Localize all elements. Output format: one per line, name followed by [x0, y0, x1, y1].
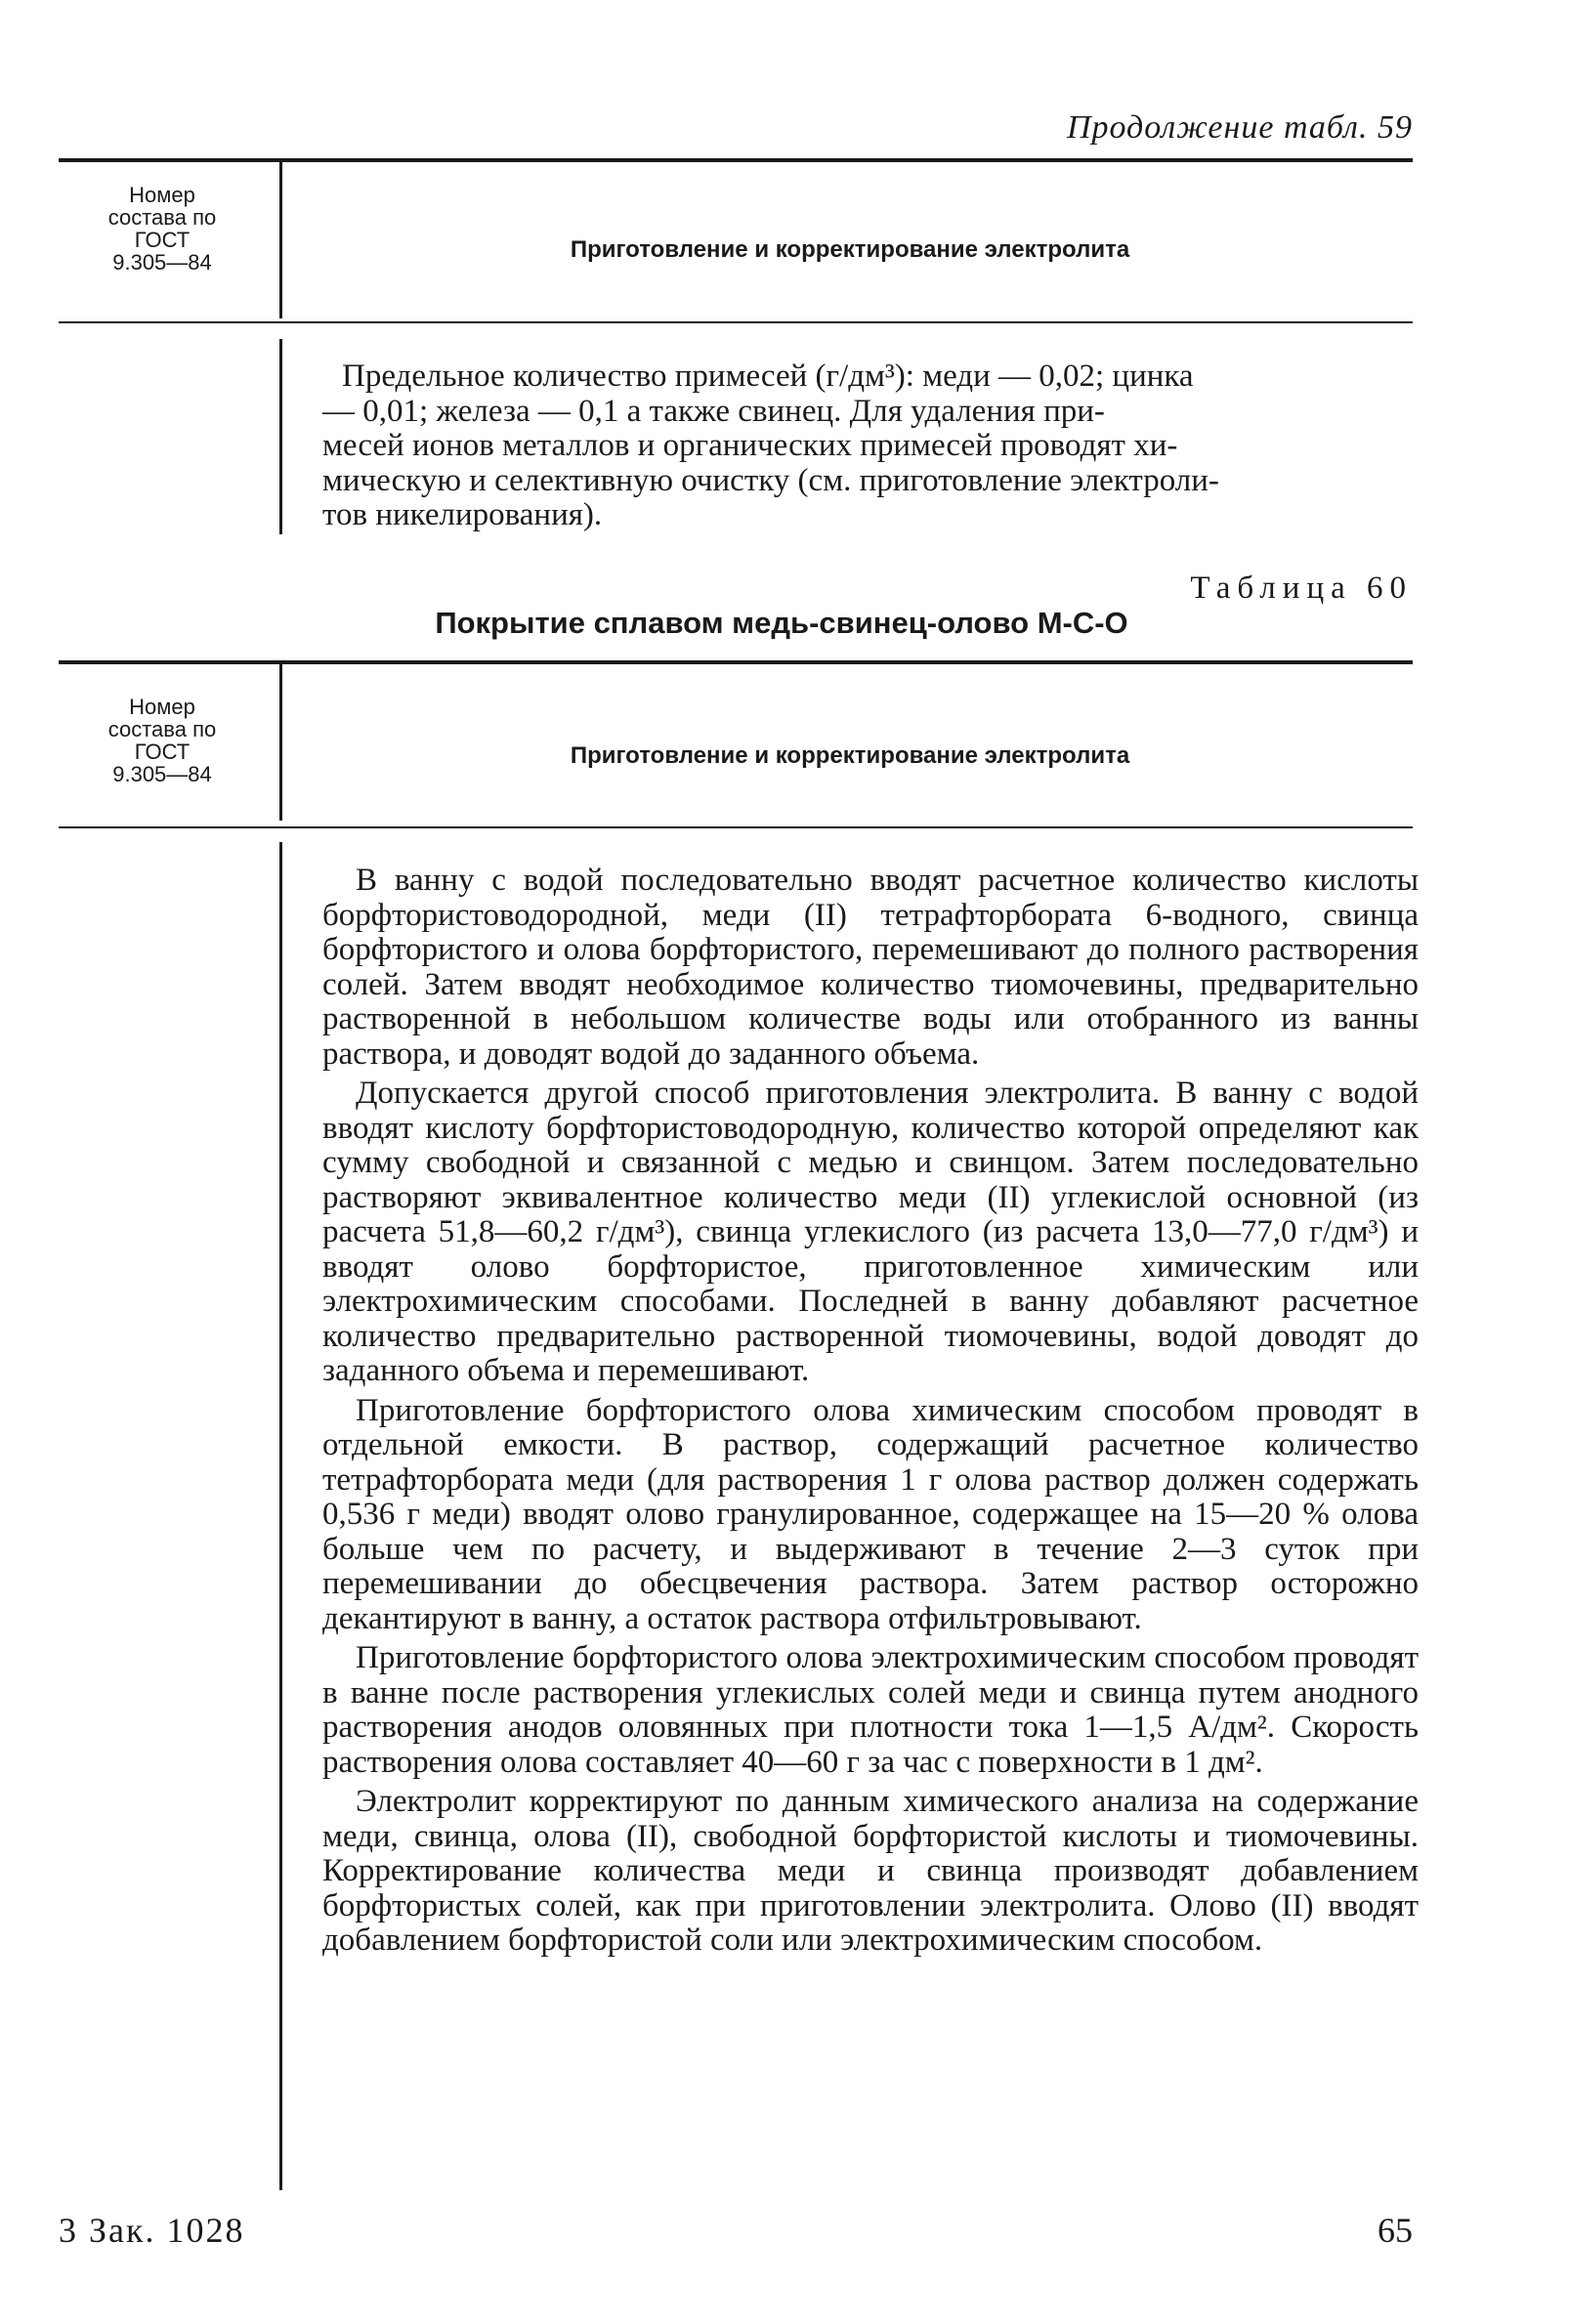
table59-col2-header: Приготовление и корректирование электролита [570, 236, 1130, 263]
table60-body-text [322, 864, 1419, 1964]
footer-order-number: 3 Зак. 1028 [59, 2211, 245, 2250]
table59-col1-header: Номер состава по ГОСТ 9.305—84 [107, 183, 217, 275]
table60-top-rule [59, 660, 1413, 664]
table59-header-bottom-rule [59, 321, 1413, 323]
table60-col1-header: Номер состава по ГОСТ 9.305—84 [107, 695, 217, 786]
continuation-caption: Продолжение табл. 59 [1066, 109, 1413, 146]
table60-label: Таблица 60 [1190, 570, 1413, 606]
table59-header-divider [279, 162, 282, 318]
table60-col2-header: Приготовление и корректирование электролита [570, 742, 1130, 769]
page-number: 65 [1378, 2211, 1413, 2250]
paragraph: Приготовление борфтористого олова электрохимическим способом проводят в ванне после растворения углекислых солей меди и свинца путем анодного растворения анодов оловянных при плотности тока 1—1,5 А/дм². Скорость растворения олова составляет 40—60 г за час с поверхности в 1 дм². [322, 1640, 1419, 1780]
table59-body-text: Предельное количество примесей (г/дм³): меди — 0,02; цинка — 0,01; железа — 0,1 а также свинец. Для удаления при- месей ионов металлов и органических примесей проводят хи- мическую и селективную очистку (см. приготовление электроли- тов никелирования). [322, 359, 1219, 532]
paragraph: Допускается другой способ приготовления электролита. В ванну с водой вводят кислоту борфтористоводородную, количество которой определяют как сумму свободной и связанной с медью и свинцом. Затем последовательно растворяют эквивалентное количество меди (II) углекислой основной (из расчета 51,8—60,2 г/дм³), свинца углекислого (из расчета 13,0—77,0 г/дм³) и вводят олово борфтористое, приготовленное химическим или электрохимическим способами. Последней в ванну добавляют расчетное количество предварительно растворенной тиомочевины, водой доводят до заданного объема и перемешивают. [322, 1076, 1419, 1388]
paragraph: Электролит корректируют по данным химического анализа на содержание меди, свинца, олова (II), свободной борфтористой кислоты и тиомочевины. Корректирование количества меди и свинца производят добавлением борфтористых солей, как при приготовлении электролита. Олово (II) вводят добавлением борфтористой соли или электрохимическим способом. [322, 1784, 1419, 1958]
paragraph: В ванну с водой последовательно вводят расчетное количество кислоты борфтористоводородной, меди (II) тетрафторбората 6-водного, свинца борфтористого и олова борфтористого, перемешивают до полного растворения солей. Затем вводят необходимое количество тиомочевины, предварительно растворенной в небольшом количестве воды или отобранного из ванны раствора, и доводят водой до заданного объема. [322, 863, 1419, 1072]
table59-top-rule [59, 158, 1413, 162]
table60-header-bottom-rule [59, 826, 1413, 828]
table60-title: Покрытие сплавом медь-свинец-олово М-С-О [435, 606, 1128, 640]
table59-body-divider [279, 339, 282, 534]
paragraph: Приготовление борфтористого олова химическим способом проводят в отдельной емкости. В раствор, содержащий расчетное количество тетрафторбората меди (для растворения 1 г олова раствор должен содержать 0,536 г меди) вводят олово гранулированное, содержащее на 15—20 % олова больше чем по расчету, и выдерживают в течение 2—3 суток при перемешивании до обесцвечения раствора. Затем раствор осторожно декантируют в ванну, а остаток раствора отфильтровывают. [322, 1392, 1419, 1636]
table60-header-divider [279, 664, 282, 821]
table60-body-divider [279, 842, 282, 2190]
